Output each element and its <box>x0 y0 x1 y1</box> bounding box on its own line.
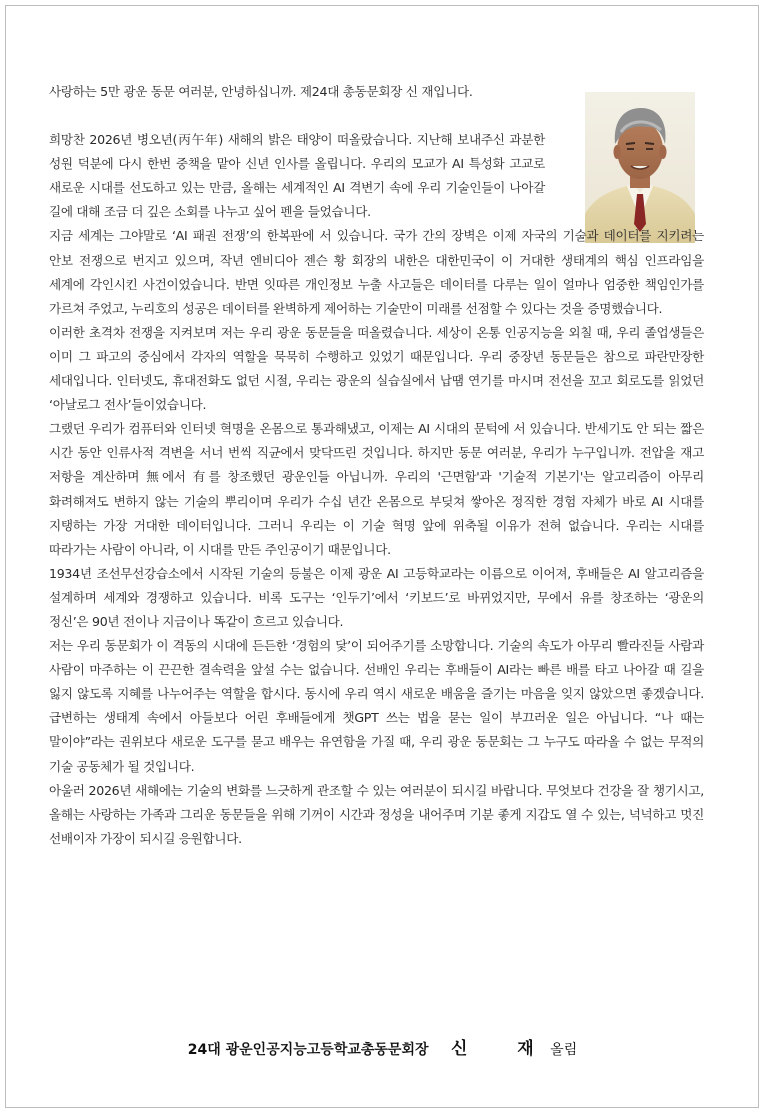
paragraph-revolution: 그랬던 우리가 컴퓨터와 인터넷 혁명을 온몸으로 통과해냈고, 이제는 AI 시대의 문턱에 서 있습니다. 반세기도 안 되는 짧은 시간 동안 인류사적 격변을 서너 번씩 직균에서 맞닥뜨린 것입니다. 하지만 동문 여러분, 우리가 누구입니까. 전압을 재고 저항을 계산하며 無에서 有를 창조했던 광운인들 아닙니까. 우리의 '근면함'과 '기술적 기본기'는 알고리즘이 아무리 화려해져도 변하지 않는 기술의 뿌리이며 우리가 수십 년간 온몸으로 부딪쳐 쌓아온 정직한 경험 자체가 바로 AI 시대를 지탱하는 가장 거대한 데이터입니다. 그러니 우리는 이 기술 혁명 앞에 위축될 이유가 전혀 없습니다. 우리는 시대를 따라가는 사람이 아니라, 이 시대를 만든 주인공이기 때문입니다. <box>49 421 704 557</box>
signature-suffix: 올림 <box>550 1042 578 1058</box>
paragraph-closing: 아울러 2026년 새해에는 기술의 변화를 느긋하게 관조할 수 있는 여러분이 되시길 바랍니다. 무엇보다 건강을 잘 챙기시고, 올해는 사랑하는 가족과 그리운 동문들을 위해 기꺼이 시간과 정성을 내어주며 기분 좋게 지갑도 열 수 있는, 넉넉하고 멋진 선배이자 가장이 되시길 응원합니다. <box>49 782 704 846</box>
greeting-line: 사랑하는 5만 광운 동문 여러분, 안녕하십니까. 제24대 총동문회장 신 재입니다. <box>49 84 473 99</box>
signature-organization: 24대 광운인공지능고등학교총동문회장 <box>187 1042 429 1058</box>
signature-name: 신 재 <box>450 1039 556 1059</box>
signature-line <box>0 1034 765 1059</box>
paragraph-alumni: 이러한 초격차 전쟁을 지켜보며 저는 우리 광운 동문들을 떠올렸습니다. 세상이 온통 인공지능을 외칠 때, 우리 졸업생들은 이미 그 파고의 중심에서 각자의 역할을 묵묵히 수행하고 있었기 때문입니다. 우리 중장년 동문들은 참으로 파란만장한 세대입니다. 인터넷도, 휴대전화도 없던 시절, 우리는 광운의 실습실에서 납땜 연기를 마시며 전선을 꼬고 회로도를 읽었던 ‘아날로그 전사’들이었습니다. <box>49 324 704 413</box>
paragraph-ai-war: 지금 세계는 그야말로 ‘AI 패권 전쟁’의 한복판에 서 있습니다. 국가 간의 장벽은 이제 자국의 기술과 데이터를 지키려는 안보 전쟁으로 번지고 있으며, 작년 엔비디아 젠슨 황 회장의 내한은 대한민국이 이 거대한 생태계의 핵심 인프라임을 세계에 각인시킨 사건이었습니다. 반면 잇따른 개인정보 누출 사고들은 데이터를 다루는 일이 얼마나 엄중한 책임인가를 가르쳐 주었고, 누리호의 성공은 데이터를 완벽하게 제어하는 기술만이 미래를 선점할 수 있다는 것을 증명했습니다. <box>49 228 704 316</box>
paragraph-hope: 저는 우리 동문회가 이 격동의 시대에 든든한 ‘경험의 닻’이 되어주기를 소망합니다. 기술의 속도가 아무리 빨라진들 사람과 사람이 마주하는 이 끈끈한 결속력을 앞설 수는 없습니다. 선배인 우리는 후배들이 AI라는 빠른 배를 타고 나아갈 때 길을 잃지 않도록 지혜를 나누어주는 역할을 합시다. 동시에 우리 역시 새로운 배움을 즐기는 마음을 잊지 않았으면 좋겠습니다. 급변하는 생태계 속에서 아들보다 어린 후배들에게 챗GPT 쓰는 법을 묻는 일이 부끄러운 일은 아닙니다. “나 때는 말이야”라는 권위보다 새로운 도구를 묻고 배우는 유연함을 가질 때, 우리 광운 동문회는 그 누구도 따라올 수 없는 무적의 기술 공동체가 될 것입니다. <box>49 638 704 774</box>
letter-body <box>49 80 704 851</box>
paragraph-new-year: 희망찬 2026년 병오년(丙午年) 새해의 밝은 태양이 떠올랐습니다. 지난해 보내주신 과분한 성원 덕분에 다시 한번 중책을 맡아 신년 인사를 올립니다. 우리의 모교가 AI 특성화 고교로 새로운 시대를 선도하고 있는 만큼, 올해는 세계적인 AI 격변기 속에 우리 기술인들이 나아갈 길에 대해 조금 더 깊은 소회를 나누고 싶어 펜을 들었습니다. <box>49 132 545 220</box>
paragraph-history: 1934년 조선무선강습소에서 시작된 기술의 등불은 이제 광운 AI 고등학교라는 이름으로 이어져, 후배들은 AI 알고리즘을 설계하며 세계와 경쟁하고 있습니다. 비록 도구는 ‘인두기’에서 ‘키보드’로 바뀌었지만, 무에서 유를 창조하는 ‘광운의 정신’은 90년 전이나 지금이나 똑같이 흐르고 있습니다. <box>49 565 704 629</box>
